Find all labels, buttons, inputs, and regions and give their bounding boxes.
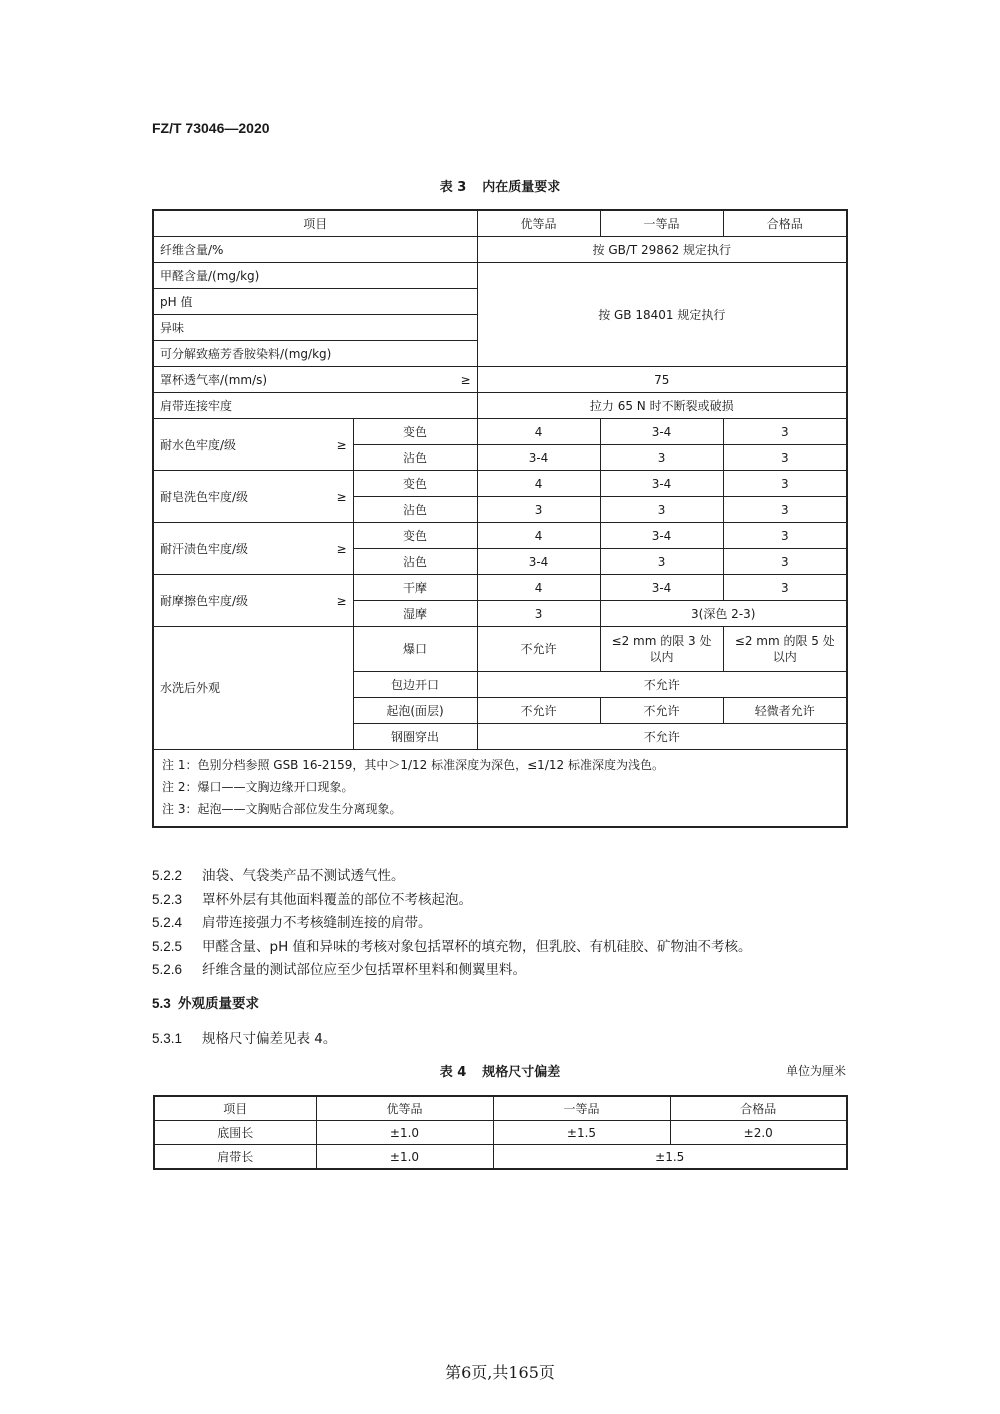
cell: 4 — [477, 575, 600, 601]
row-label — [153, 523, 353, 575]
note-3: 注 3：起泡——文胸贴合部位发生分离现象。 — [162, 802, 402, 816]
cell: 3-4 — [477, 549, 600, 575]
clause-number: 5.2.4 — [152, 915, 183, 930]
table-row — [153, 419, 847, 445]
cell: 3 — [723, 445, 847, 471]
sub-label: 沾色 — [353, 445, 477, 471]
cell: 3 — [477, 601, 600, 627]
table-notes — [153, 750, 847, 828]
clause-5-2-5 — [152, 935, 752, 955]
clause-5-2-6 — [152, 958, 526, 978]
row-label-text: 耐水色牢度/级 — [160, 437, 237, 452]
header-grade-1: 优等品 — [316, 1096, 493, 1121]
sub-label: 变色 — [353, 419, 477, 445]
cell: ±1.5 — [493, 1121, 670, 1145]
table4-caption — [0, 1061, 1000, 1080]
sub-label: 变色 — [353, 471, 477, 497]
sub-label: 沾色 — [353, 549, 477, 575]
clause-number: 5.2.5 — [152, 939, 183, 954]
clause-text: 油袋、气袋类产品不测试透气性。 — [202, 868, 405, 884]
row-label-text: 耐皂洗色牢度/级 — [160, 489, 249, 504]
clause-text: 规格尺寸偏差见表 4。 — [202, 1031, 337, 1047]
section-number: 5.3 — [152, 996, 171, 1011]
table-row — [153, 627, 847, 672]
section-5-3-heading — [152, 992, 259, 1012]
row-label: pH 值 — [153, 289, 477, 315]
cell: 轻微者允许 — [723, 698, 847, 724]
table4-caption-title: 规格尺寸偏差 — [482, 1065, 561, 1080]
header-grade-3: 合格品 — [723, 210, 847, 237]
table3-caption-title: 内在质量要求 — [482, 180, 561, 195]
sub-label: 钢圈穿出 — [353, 724, 477, 750]
standard-code: FZ/T 73046—2020 — [152, 120, 270, 136]
cell: 3 — [723, 523, 847, 549]
cell: ±1.0 — [316, 1145, 493, 1170]
row-label — [153, 367, 477, 393]
header-grade-2: 一等品 — [600, 210, 723, 237]
sub-label: 爆口 — [353, 627, 477, 672]
row-value: 75 — [477, 367, 847, 393]
cell: 4 — [477, 419, 600, 445]
clause-text: 肩带连接强力不考核缝制连接的肩带。 — [202, 915, 432, 931]
table-row — [153, 523, 847, 549]
table3-caption — [0, 176, 1000, 195]
ge-symbol: ≥ — [336, 489, 347, 504]
header-item: 项目 — [153, 210, 477, 237]
ge-symbol: ≥ — [336, 437, 347, 452]
sub-label: 湿摩 — [353, 601, 477, 627]
page-footer: 第6页,共165页 — [445, 1363, 555, 1382]
table-row — [154, 1145, 847, 1170]
cell: 3-4 — [600, 575, 723, 601]
notes-row — [153, 750, 847, 828]
cell: 3-4 — [600, 471, 723, 497]
table3-caption-number: 表 3 — [439, 180, 467, 195]
sub-label: 变色 — [353, 523, 477, 549]
table4-unit: 单位为厘米 — [785, 1064, 846, 1078]
cell: 不允许 — [477, 627, 600, 672]
table-row — [153, 575, 847, 601]
cell: 不允许 — [477, 672, 847, 698]
note-2: 注 2：爆口——文胸边缘开口现象。 — [162, 780, 354, 794]
cell: 3 — [600, 549, 723, 575]
cell: 4 — [477, 523, 600, 549]
size-tolerance-table — [153, 1095, 848, 1170]
cell: 不允许 — [477, 724, 847, 750]
table-row — [153, 393, 847, 419]
row-value: 按 GB/T 29862 规定执行 — [477, 237, 847, 263]
clause-number: 5.2.6 — [152, 962, 183, 977]
cell: ±2.0 — [670, 1121, 847, 1145]
cell: 3(深色 2-3) — [600, 601, 847, 627]
header-grade-2: 一等品 — [493, 1096, 670, 1121]
cell: 3 — [723, 497, 847, 523]
ge-symbol: ≥ — [460, 372, 471, 387]
sub-label: 包边开口 — [353, 672, 477, 698]
table-header-row — [153, 210, 847, 237]
sub-label: 沾色 — [353, 497, 477, 523]
table-row — [153, 237, 847, 263]
cell: 不允许 — [477, 698, 600, 724]
cell: 3 — [723, 471, 847, 497]
table-row — [153, 263, 847, 289]
header-grade-1: 优等品 — [477, 210, 600, 237]
quality-table — [152, 209, 848, 828]
clause-text: 纤维含量的测试部位应至少包括罩杯里料和侧翼里料。 — [202, 962, 526, 978]
row-label-text: 罩杯透气率/(mm/s) — [160, 372, 268, 387]
clause-5-3-1 — [152, 1027, 336, 1047]
row-label — [153, 575, 353, 627]
cell: 3 — [477, 497, 600, 523]
cell: ±1.5 — [493, 1145, 847, 1170]
clause-5-2-4 — [152, 911, 432, 931]
table-row — [153, 471, 847, 497]
row-label: 肩带长 — [154, 1145, 316, 1170]
row-label-text: 耐摩擦色牢度/级 — [160, 593, 249, 608]
cell: 3-4 — [477, 445, 600, 471]
clause-5-2-3 — [152, 888, 472, 908]
row-label: 可分解致癌芳香胺染料/(mg/kg) — [153, 341, 477, 367]
cell: 3-4 — [600, 419, 723, 445]
cell: 3 — [600, 445, 723, 471]
table-header-row — [154, 1096, 847, 1121]
note-1: 注 1：色别分档参照 GSB 16-2159，其中＞1/12 标准深度为深色，≤1/12 标准深度为浅色。 — [162, 758, 664, 772]
clause-text: 罩杯外层有其他面料覆盖的部位不考核起泡。 — [202, 892, 472, 908]
row-value: 按 GB 18401 规定执行 — [477, 263, 847, 367]
cell: ±1.0 — [316, 1121, 493, 1145]
ge-symbol: ≥ — [336, 541, 347, 556]
header-grade-3: 合格品 — [670, 1096, 847, 1121]
cell: 4 — [477, 471, 600, 497]
cell: 不允许 — [600, 698, 723, 724]
sub-label: 起泡(面层) — [353, 698, 477, 724]
row-label: 异味 — [153, 315, 477, 341]
row-label: 水洗后外观 — [153, 627, 353, 750]
clause-number: 5.2.2 — [152, 868, 183, 883]
cell: 3 — [723, 575, 847, 601]
clause-number: 5.2.3 — [152, 892, 183, 907]
clause-5-2-2 — [152, 864, 405, 884]
table-row — [153, 367, 847, 393]
row-label — [153, 471, 353, 523]
table-row — [154, 1121, 847, 1145]
clause-text: 甲醛含量、pH 值和异味的考核对象包括罩杯的填充物，但乳胶、有机硅胶、矿物油不考核。 — [202, 939, 752, 955]
cell: 3 — [723, 549, 847, 575]
table4-caption-number: 表 4 — [439, 1065, 467, 1080]
clause-number: 5.3.1 — [152, 1031, 183, 1046]
row-label: 肩带连接牢度 — [153, 393, 477, 419]
sub-label: 干摩 — [353, 575, 477, 601]
ge-symbol: ≥ — [336, 593, 347, 608]
cell: 3-4 — [600, 523, 723, 549]
row-label: 底围长 — [154, 1121, 316, 1145]
cell: 3 — [723, 419, 847, 445]
section-title: 外观质量要求 — [178, 996, 259, 1012]
cell: ≤2 mm 的限 5 处以内 — [723, 627, 847, 672]
row-label: 纤维含量/% — [153, 237, 477, 263]
row-label — [153, 419, 353, 471]
row-label-text: 耐汗渍色牢度/级 — [160, 541, 249, 556]
row-value: 拉力 65 N 时不断裂或破损 — [477, 393, 847, 419]
header-item: 项目 — [154, 1096, 316, 1121]
cell: ≤2 mm 的限 3 处以内 — [600, 627, 723, 672]
row-label: 甲醛含量/(mg/kg) — [153, 263, 477, 289]
cell: 3 — [600, 497, 723, 523]
